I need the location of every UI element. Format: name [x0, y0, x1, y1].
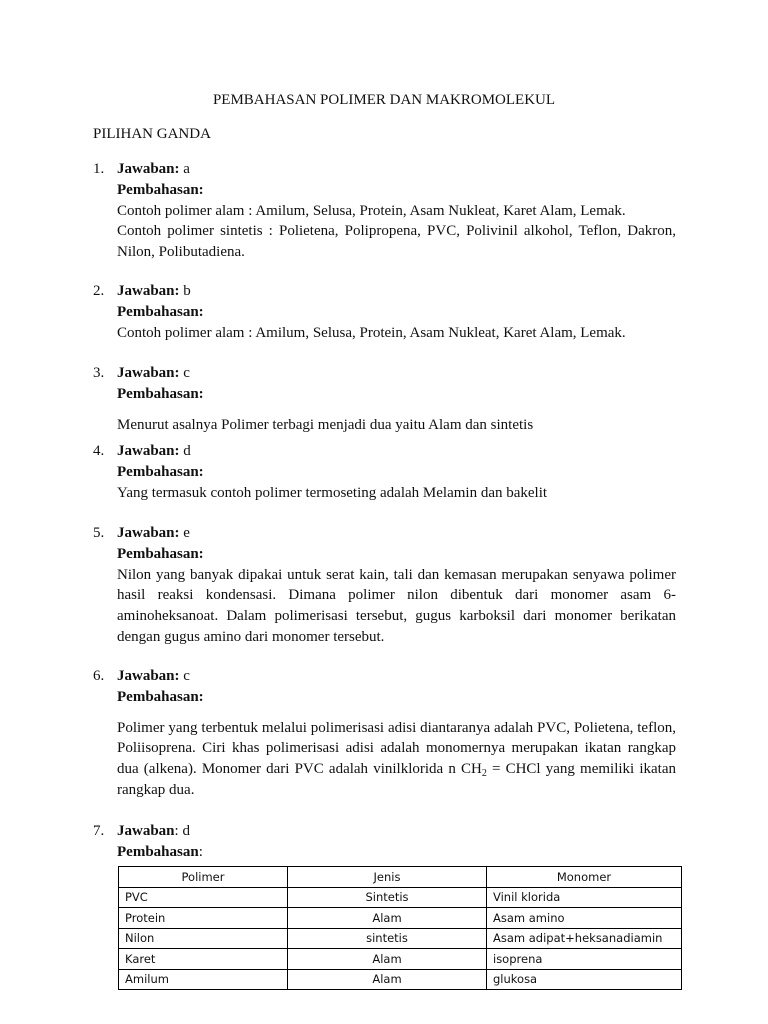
answer-value: c — [183, 365, 190, 381]
section-heading: PILIHAN GANDA — [93, 126, 211, 142]
answer-item-6 — [93, 666, 676, 801]
item-number: 2. — [93, 283, 105, 299]
polymer-table — [118, 866, 682, 990]
table-row — [119, 949, 682, 970]
answer-value: d — [183, 443, 191, 459]
explanation-label: Pembahasan: — [117, 545, 204, 562]
answer-label: Jawaban: — [117, 525, 180, 541]
answer-label: Jawaban: — [117, 283, 180, 299]
explanation-line: Yang termasuk contoh polimer termoseting adalah Melamin dan bakelit — [117, 484, 548, 501]
table-cell: Alam — [288, 949, 487, 970]
table-cell: Protein — [119, 908, 288, 929]
item-number: 3. — [93, 365, 105, 381]
answer-label: Jawaban: — [117, 365, 180, 381]
explanation-label: Pembahasan: — [117, 688, 204, 705]
table-row — [119, 887, 682, 908]
explanation-label: Pembahasan: — [117, 385, 204, 402]
answer-label: Jawaban — [117, 823, 175, 839]
column-header: Polimer — [119, 867, 288, 888]
item-number: 1. — [93, 161, 105, 177]
table-cell: Nilon — [119, 928, 288, 949]
column-header: Jenis — [288, 867, 487, 888]
explanation-label: Pembahasan: — [117, 463, 204, 480]
answer-label: Jawaban: — [117, 443, 180, 459]
item-number: 7. — [93, 823, 105, 839]
answer-value: d — [182, 823, 190, 839]
explanation-paragraph: Polimer yang terbentuk melalui polimerisasi adisi diantaranya adalah PVC, Polietena, teflon, Poliisoprena. Ciri khas polimerisasi adisi adalah monomernya merupakan ikatan rangkap dua (alkena). Monomer dari PVC adalah vinilklorida n $CH_2$ = CHCl yang memiliki ikatan rangkap dua. — [117, 719, 676, 798]
answer-item-7: 7. Jawaban: d Pembahasan: — [93, 823, 203, 860]
table-row — [119, 969, 682, 990]
answer-item-2 — [93, 281, 676, 343]
table-cell: Sintetis — [288, 887, 487, 908]
answer-item-1 — [93, 159, 676, 263]
table-cell: Asam adipat+heksanadiamin — [487, 928, 682, 949]
explanation-line: Contoh polimer sintetis : Polietena, Polipropena, PVC, Polivinil alkohol, Teflon, Dakron, Nilon, Polibutadiena. — [117, 223, 676, 261]
column-header: Monomer — [487, 867, 682, 888]
explanation-label: Pembahasan: — [117, 303, 204, 320]
answer-value: c — [183, 668, 190, 684]
answer-value: b — [183, 283, 191, 299]
explanation-line: Contoh polimer alam : Amilum, Selusa, Protein, Asam Nukleat, Karet Alam, Lemak. — [117, 324, 626, 341]
explanation-line: Menurut asalnya Polimer terbagi menjadi dua yaitu Alam dan sintetis — [117, 416, 534, 433]
explanation-label: Pembahasan: — [117, 181, 204, 198]
explanation-line: Contoh polimer alam : Amilum, Selusa, Protein, Asam Nukleat, Karet Alam, Lemak. — [117, 202, 626, 219]
table-cell: sintetis — [288, 928, 487, 949]
explanation-paragraph: Nilon yang banyak dipakai untuk serat kain, tali dan kemasan merupakan senyawa polimer hasil reaksi kondensasi. Dimana polimer nilon dibentuk dari monomer asam 6-aminoheksanoat. Dalam polimerisasi tersebut, gugus karboksil dari monomer berikatan dengan gugus amino dari monomer tersebut. — [117, 566, 676, 645]
answer-label: Jawaban: — [117, 161, 180, 177]
table-cell: Alam — [288, 908, 487, 929]
table-cell: Karet — [119, 949, 288, 970]
item-number: 4. — [93, 443, 105, 459]
table-cell: Amilum — [119, 969, 288, 990]
table-cell: Asam amino — [487, 908, 682, 929]
answer-label: Jawaban: — [117, 668, 180, 684]
item-number: 6. — [93, 668, 105, 684]
page-title: PEMBAHASAN POLIMER DAN MAKROMOLEKUL — [212, 92, 556, 108]
table-cell: glukosa — [487, 969, 682, 990]
table-cell: Vinil klorida — [487, 887, 682, 908]
explanation-label: Pembahasan — [117, 843, 199, 860]
table-row — [119, 908, 682, 929]
answer-item-4 — [93, 441, 676, 503]
answer-item-3 — [93, 363, 676, 435]
table-header-row — [119, 867, 682, 888]
table-cell: PVC — [119, 887, 288, 908]
answer-value: e — [183, 525, 190, 541]
item-number: 5. — [93, 525, 105, 541]
table-cell: isoprena — [487, 949, 682, 970]
answer-value: a — [183, 161, 190, 177]
table-cell: Alam — [288, 969, 487, 990]
subscript: 2 — [481, 768, 487, 780]
answer-item-5 — [93, 523, 676, 648]
table-row — [119, 928, 682, 949]
